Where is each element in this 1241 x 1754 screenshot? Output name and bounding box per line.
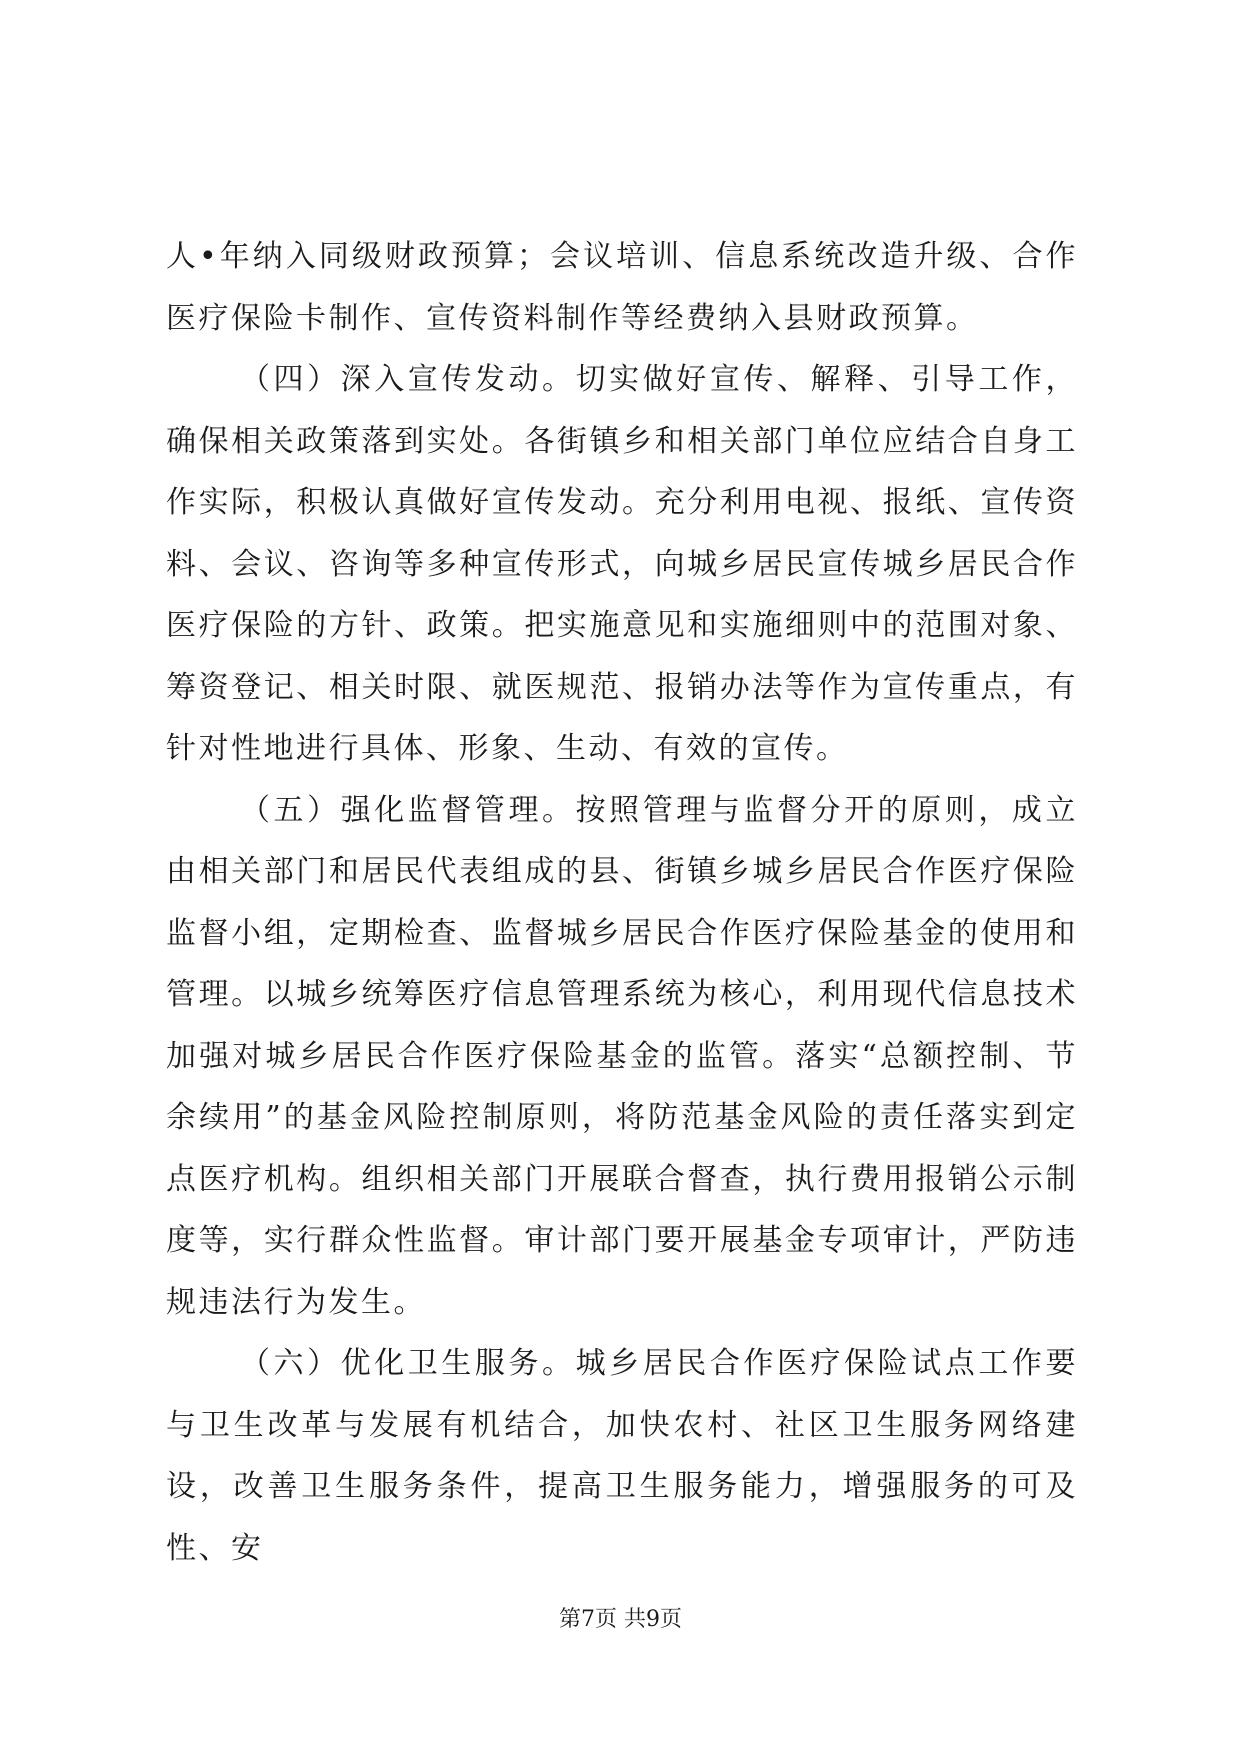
paragraph-publicity: （四）深入宣传发动。切实做好宣传、解释、引导工作，确保相关政策落到实处。各街镇乡和相关部门单位应结合自身工作实际，积极认真做好宣传发动。充分利用电视、报纸、宣传资料、会议、咨询等多种宣传形式，向城乡居民宣传城乡居民合作医疗保险的方针、政策。把实施意见和实施细则中的范围对象、筹资登记、相关时限、就医规范、报销办法等作为宣传重点，有针对性地进行具体、形象、生动、有效的宣传。 bbox=[166, 362, 1078, 766]
paragraph-supervision: （五）强化监督管理。按照管理与监督分开的原则，成立由相关部门和居民代表组成的县、街镇乡城乡居民合作医疗保险监督小组，定期检查、监督城乡居民合作医疗保险基金的使用和管理。以城乡统筹医疗信息管理系统为核心，利用现代信息技术加强对城乡居民合作医疗保险基金的监管。落实“总额控制、节余续用”的基金风险控制原则，将防范基金风险的责任落实到定点医疗机构。组织相关部门开展联合督查，执行费用报销公示制度等，实行群众性监督。审计部门要开展基金专项审计，严防违规违法行为发生。 bbox=[166, 792, 1078, 1320]
document-body bbox=[166, 226, 1078, 1579]
paragraph-budget-continuation: 人•年纳入同级财政预算；会议培训、信息系统改造升级、合作医疗保险卡制作、宣传资料制作等经费纳入县财政预算。 bbox=[166, 239, 1078, 336]
page-number-footer: 第7页 共9页 bbox=[559, 1607, 682, 1632]
paragraph-health-services: （六）优化卫生服务。城乡居民合作医疗保险试点工作要与卫生改革与发展有机结合，加快农村、社区卫生服务网络建设，改善卫生服务条件，提高卫生服务能力，增强服务的可及性、安 bbox=[166, 1346, 1078, 1566]
